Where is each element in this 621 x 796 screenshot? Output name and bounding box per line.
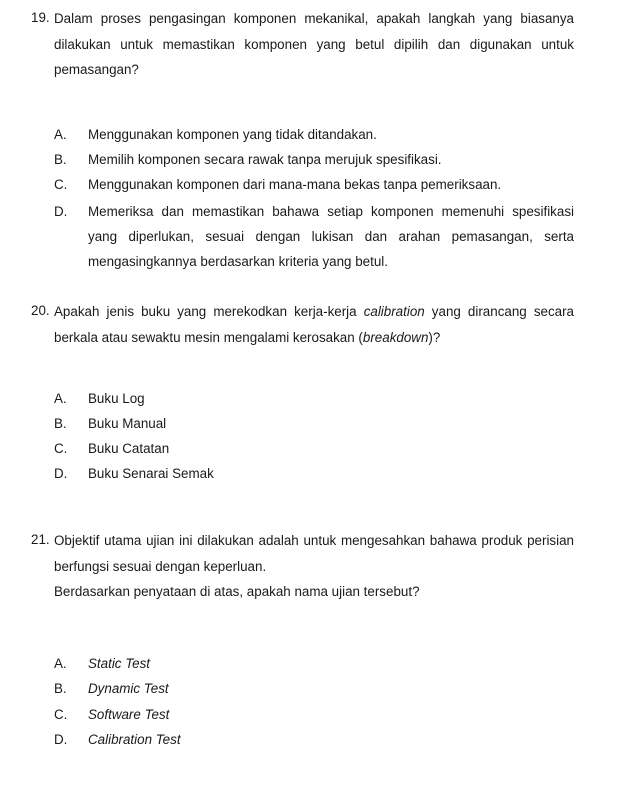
option-text: Memilih komponen secara rawak tanpa merujuk spesifikasi. bbox=[88, 152, 442, 167]
option-text: Buku Manual bbox=[88, 416, 167, 431]
option-letter: A. bbox=[54, 391, 67, 406]
option-letter: D. bbox=[54, 466, 68, 481]
question-stem bbox=[54, 528, 574, 605]
question-text: Berdasarkan penyataan di atas, apakah nama ujian tersebut? bbox=[54, 584, 420, 599]
question-stem bbox=[54, 299, 574, 350]
option-letter: B. bbox=[54, 681, 67, 696]
option-text: Menggunakan komponen dari mana-mana bekas tanpa pemeriksaan. bbox=[88, 177, 502, 192]
option-letter: A. bbox=[54, 656, 67, 671]
stem-term-italic: calibration bbox=[363, 304, 425, 319]
question-stem bbox=[54, 6, 574, 83]
stem-term-italic: breakdown bbox=[362, 329, 429, 345]
question-text: Dalam proses pengasingan komponen mekanikal, apakah langkah yang biasanya dilakukan untuk memastikan komponen yang betul dipilih dan digunakan untuk pemasangan? bbox=[54, 11, 574, 77]
option-letter: D. bbox=[54, 204, 68, 219]
option-text: Menggunakan komponen yang tidak ditandakan. bbox=[88, 127, 377, 142]
question-number: 19. bbox=[31, 10, 50, 25]
option-text: Dynamic Test bbox=[88, 681, 169, 696]
option-letter: B. bbox=[54, 416, 67, 431]
question-text bbox=[54, 299, 574, 350]
stem-text: Apakah jenis buku yang merekodkan kerja-kerja bbox=[54, 304, 364, 319]
option-text: Static Test bbox=[88, 656, 151, 671]
option-text: Memeriksa dan memastikan bahawa setiap komponen memenuhi spesifikasi yang diperlukan, sesuai dengan lukisan dan arahan pemasangan, serta mengasingkannya berdasarkan kriteria yang betul. bbox=[88, 204, 574, 269]
option-letter: C. bbox=[54, 441, 68, 456]
option-letter: C. bbox=[54, 707, 68, 722]
option-letter: A. bbox=[54, 127, 67, 142]
option-letter: D. bbox=[54, 732, 68, 747]
option-text: Software Test bbox=[88, 707, 170, 722]
option-letter: B. bbox=[54, 152, 67, 167]
question-number: 21. bbox=[31, 532, 50, 547]
stem-text: )? bbox=[428, 329, 441, 345]
option-text: Calibration Test bbox=[88, 732, 181, 747]
question-text: Objektif utama ujian ini dilakukan adalah untuk mengesahkan bahawa produk perisian berfungsi sesuai dengan keperluan. bbox=[54, 533, 574, 574]
option-text: Buku Senarai Semak bbox=[88, 466, 214, 481]
option-letter: C. bbox=[54, 177, 68, 192]
stem-text: yang dirancang secara berkala atau sewaktu mesin mengalami kerosakan ( bbox=[54, 304, 575, 345]
question-number: 20. bbox=[31, 303, 50, 318]
option-text: Buku Catatan bbox=[88, 441, 170, 456]
option-text: Buku Log bbox=[88, 391, 145, 406]
